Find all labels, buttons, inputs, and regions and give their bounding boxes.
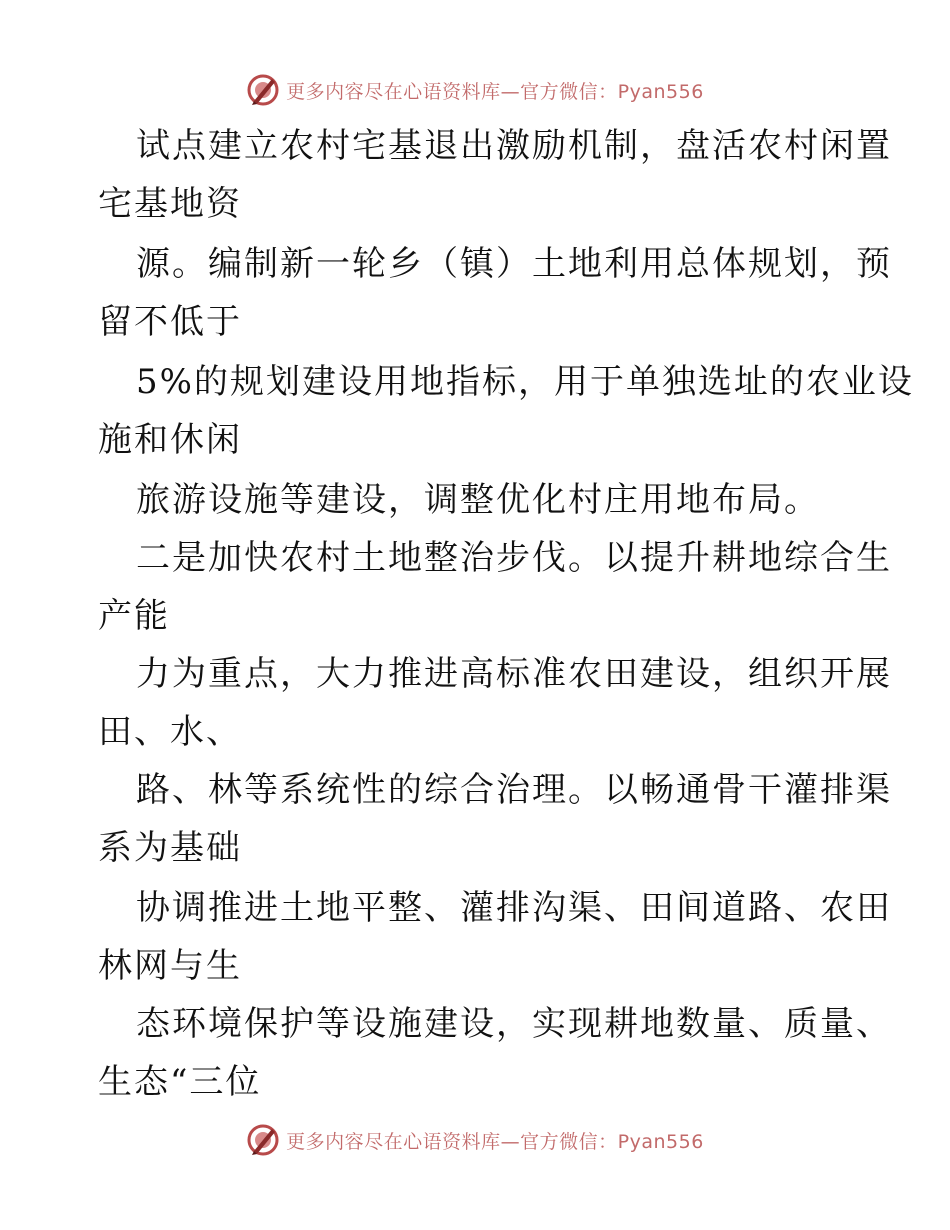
- text-line: 旅游设施等建设，调整优化村庄用地布局。: [136, 480, 820, 520]
- footer-watermark: [0, 1122, 950, 1158]
- text-line: 田、水、: [98, 712, 242, 752]
- text-line: 态环境保护等设施建设，实现耕地数量、质量、: [136, 1004, 892, 1044]
- text-line: 协调推进土地平整、灌排沟渠、田间道路、农田: [136, 888, 892, 928]
- text-line: 源。编制新一轮乡（镇）土地利用总体规划，预: [136, 244, 892, 284]
- header-watermark: [0, 72, 950, 108]
- pen-seal-icon: [246, 73, 280, 107]
- text-line: 二是加快农村土地整治步伐。以提升耕地综合生: [136, 538, 892, 578]
- text-line: 施和休闲: [98, 420, 242, 460]
- text-line: 留不低于: [98, 302, 242, 342]
- text-line: 产能: [98, 596, 170, 636]
- watermark-text: 更多内容尽在心语资料库—官方微信：Pyan556: [286, 1130, 704, 1153]
- text-line: 5%的规划建设用地指标，用于单独选址的农业设: [136, 362, 914, 402]
- pen-seal-icon: [246, 1123, 280, 1157]
- watermark-text: 更多内容尽在心语资料库—官方微信：Pyan556: [286, 80, 704, 103]
- text-line: 宅基地资: [98, 184, 242, 224]
- text-line: 系为基础: [98, 828, 242, 868]
- text-line: 生态“三位: [98, 1062, 262, 1102]
- text-line: 路、林等系统性的综合治理。以畅通骨干灌排渠: [136, 770, 892, 810]
- text-line: 力为重点，大力推进高标准农田建设，组织开展: [136, 654, 892, 694]
- text-line: 试点建立农村宅基退出激励机制，盘活农村闲置: [136, 126, 892, 166]
- text-line: 林网与生: [98, 946, 242, 986]
